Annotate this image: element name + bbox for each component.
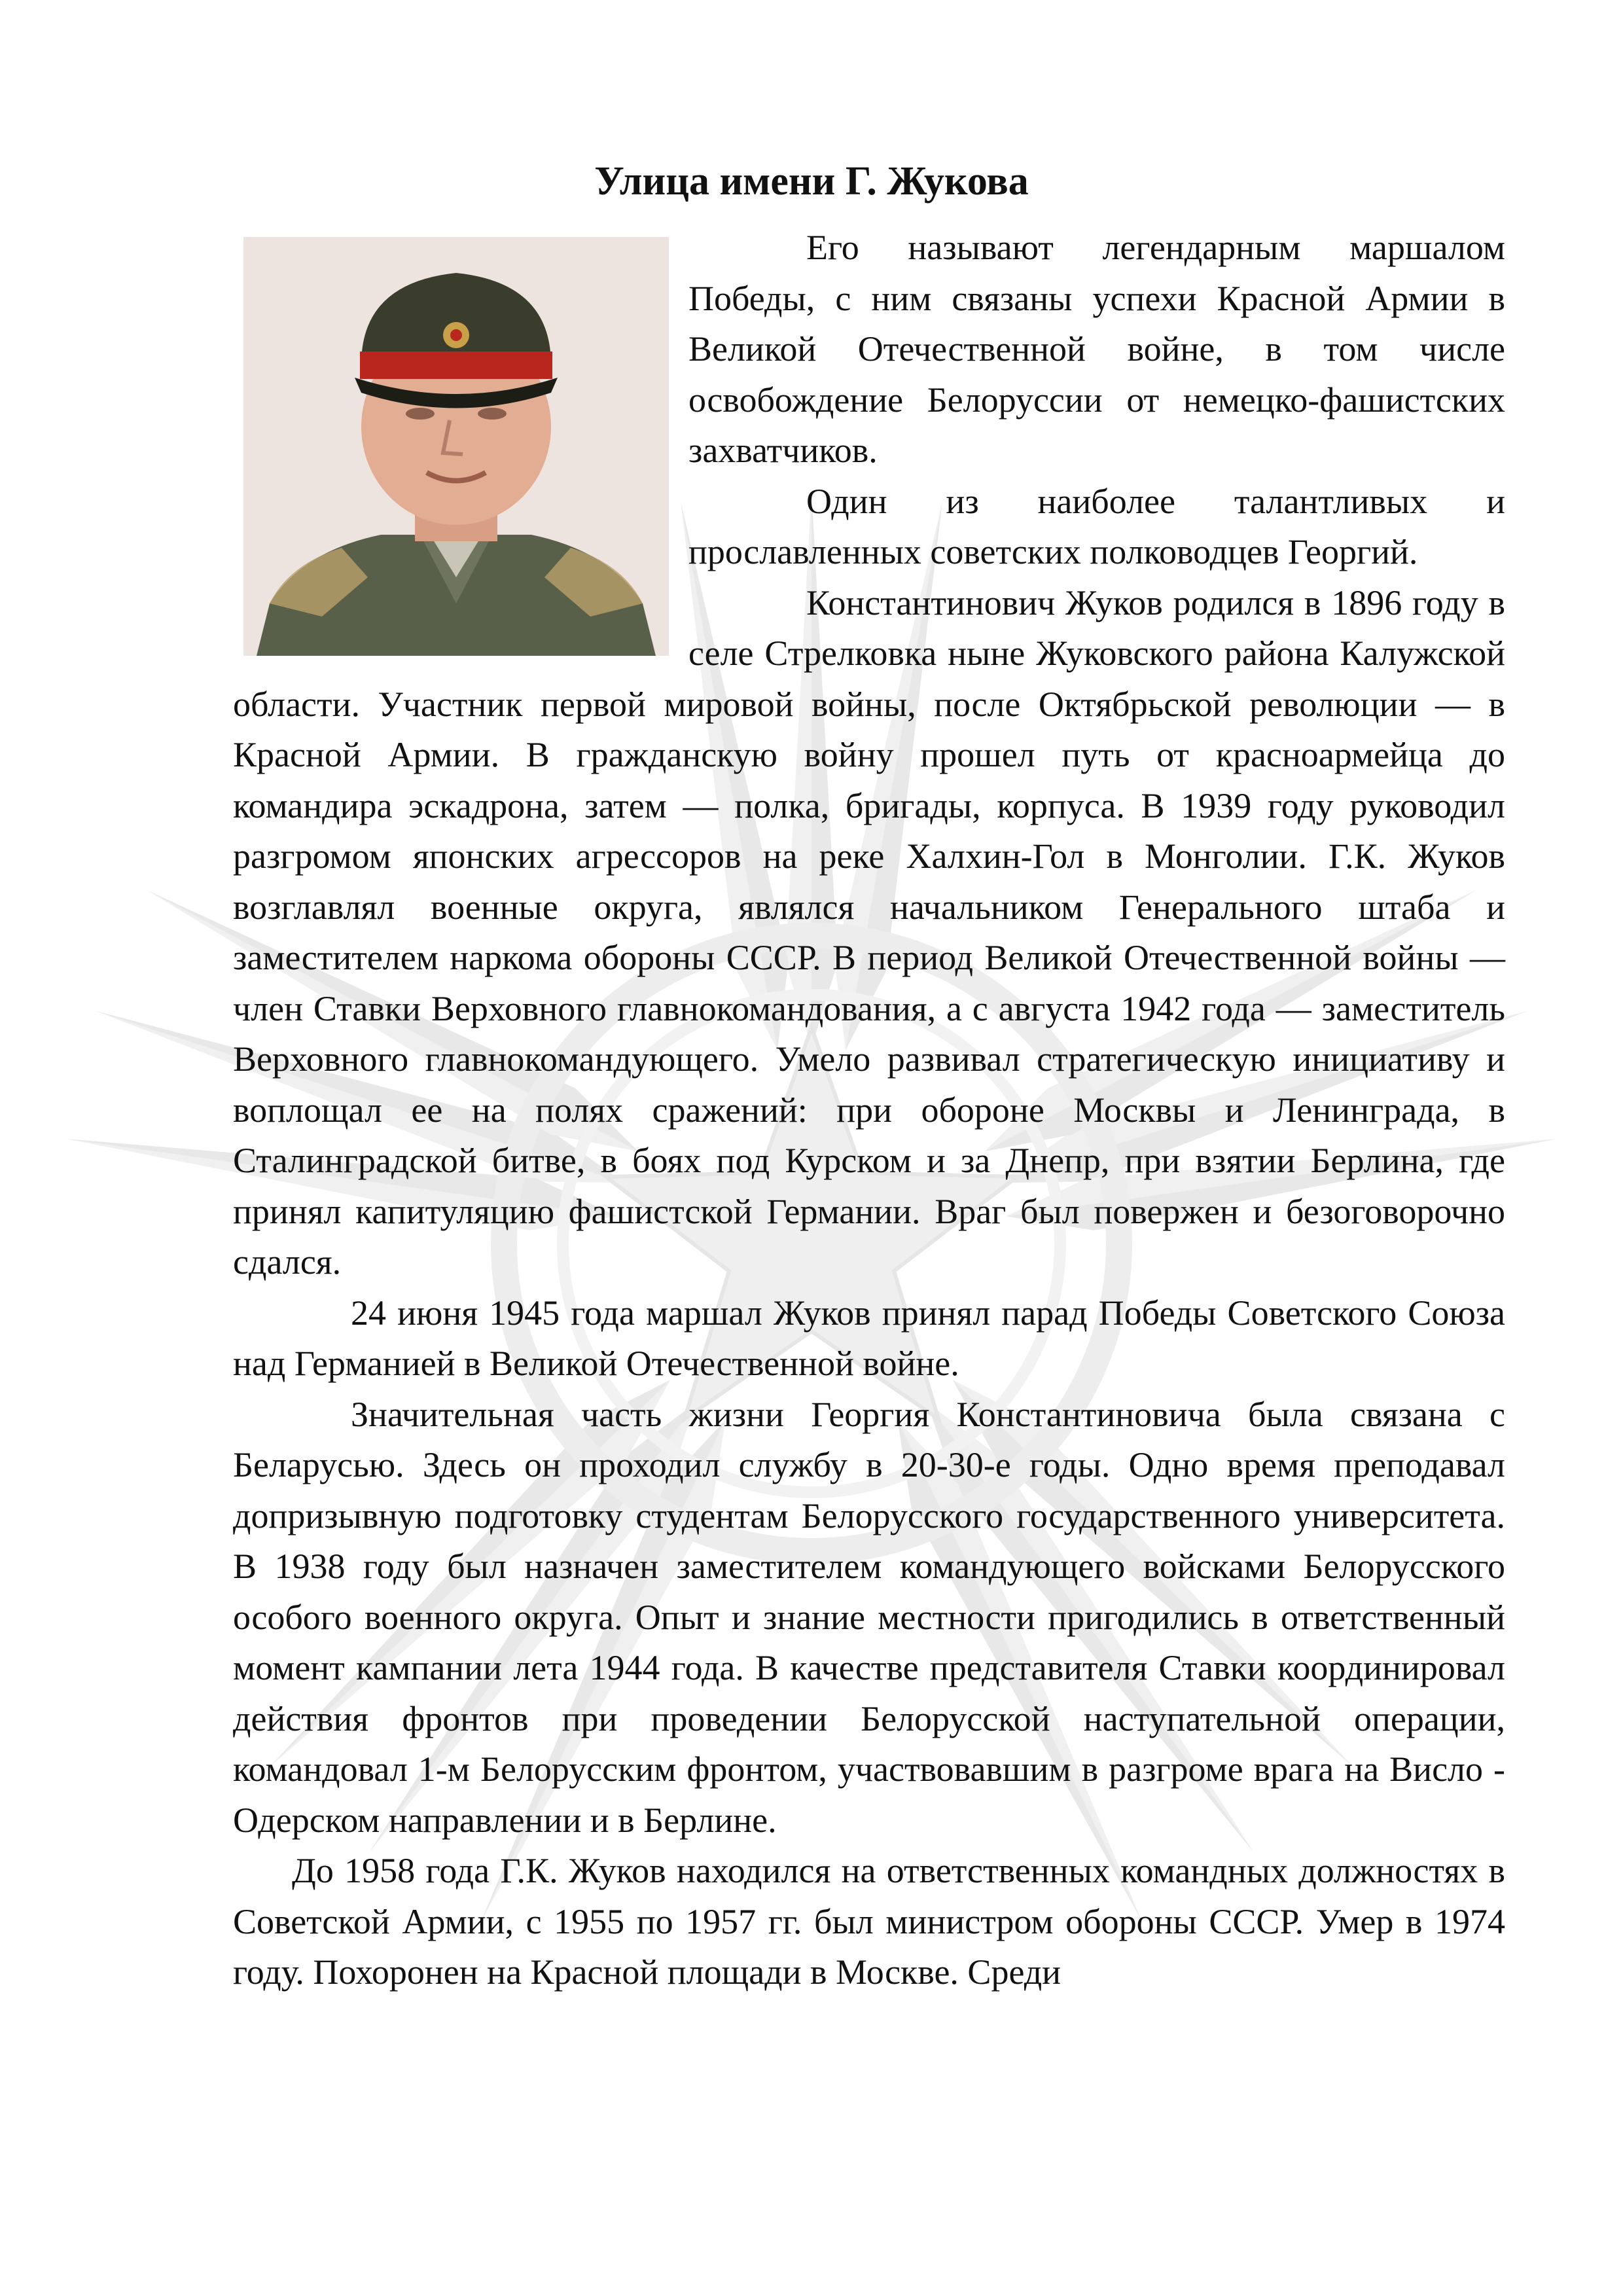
page-title: Улица имени Г. Жукова — [594, 159, 1029, 204]
portrait-wrap-space — [233, 223, 688, 669]
paragraph-6: До 1958 года Г.К. Жуков находился на ответственных командных должностях в Советской Армии, с 1955 по 1957 гг. был министром обороны СССР. Умер в 1974 году. Похоронен на Красной площади в Москве. Среди — [233, 1851, 1505, 1992]
paragraph-4: 24 июня 1945 года маршал Жуков принял парад Победы Советского Союза над Германией в Великой Отечественной войне. — [233, 1293, 1505, 1383]
paragraph-1: Его называют легендарным маршалом Победы, с ним связаны успехи Красной Армии в Великой Отечественной войне, в том числе освобождение Белоруссии от немецко-фашистских захватчиков. — [688, 228, 1505, 470]
paragraph-5: Значительная часть жизни Георгия Константиновича была связана с Беларусью. Здесь он проходил службу в 20-30-е годы. Одно время преподавал допризывную подготовку студентам Белорусского государственного университета. В 1938 году был назначен заместителем командующего войсками Белорусского особого военного округа. Опыт и знание местности пригодились в ответственный момент кампании лета 1944 года. В качестве представителя Ставки координировал действия фронтов при проведении Белорусской наступательной операции, командовал 1-м Белорусским фронтом, участвовавшим в разгроме врага на Висло - Одерском направлении и в Берлине. — [233, 1394, 1505, 1840]
article-body — [233, 223, 1505, 1998]
paragraph-3: Константинович Жуков родился в 1896 году в селе Стрелковка ныне Жуковского района Калужской области. Участник первой мировой войны, после Октябрьской революции — в Красной Армии. В гражданскую войну прошел путь от красноармейца до командира эскадрона, затем — полка, бригады, корпуса. В 1939 году руководил разгромом японских агрессоров на реке Халхин-Гол в Монголии. Г.К. Жуков возглавлял военные округа, являлся начальником Генерального штаба и заместителем наркома обороны СССР. В период Великой Отечественной войны — член Ставки Верховного главнокомандования, а с августа 1942 года — заместитель Верховного главнокомандующего. Умело развивал стратегическую инициативу и воплощал ее на полях сражений: при обороне Москвы и Ленинграда, в Сталинградской битве, в боях под Курском и за Днепр, при взятии Берлина, где принял капитуляцию фашистской Германии. Враг был повержен и безоговорочно сдался. — [233, 583, 1505, 1282]
paragraph-2: Один из наиболее талантливых и прославленных советских полководцев Георгий. — [688, 481, 1505, 571]
